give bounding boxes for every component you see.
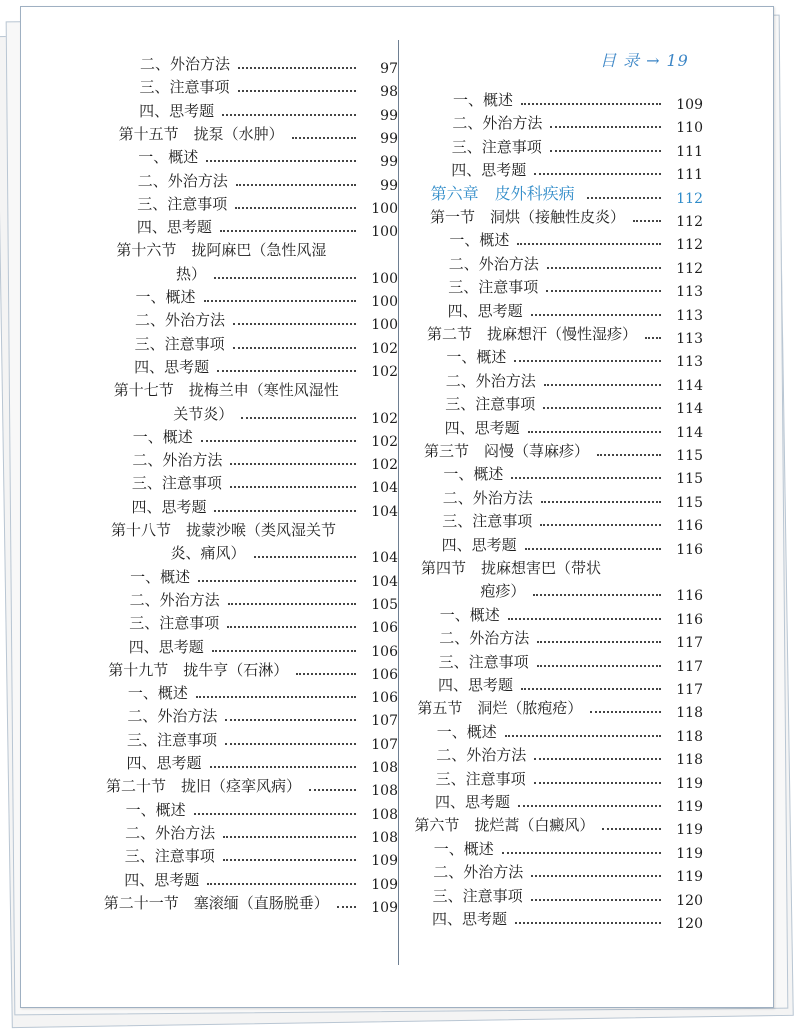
toc-leader-dots: [222, 99, 356, 116]
toc-page-number: 106: [371, 666, 398, 683]
toc-entry-title: 二、外治方法: [132, 451, 223, 470]
toc-entry: [127, 704, 400, 728]
toc-entry-title: 一、概述: [138, 148, 199, 167]
toc-leader-dots: [198, 565, 356, 582]
toc-leader-dots: [550, 135, 661, 152]
toc-leader-dots: [534, 743, 661, 760]
toc-page-number: 115: [676, 494, 703, 511]
arrow-icon: →: [646, 51, 661, 70]
toc-entry: [125, 844, 400, 868]
toc-leader-dots: [206, 145, 356, 162]
toc-entry-title: 三、注意事项: [445, 395, 536, 414]
toc-entry-title: 二、外治方法: [129, 590, 220, 609]
toc-leader-dots: [544, 369, 661, 386]
toc-leader-dots: [236, 169, 356, 186]
toc-entry-title: 二、外治方法: [433, 863, 524, 882]
toc-entry-title: 一、概述: [127, 684, 188, 703]
toc-leader-dots: [220, 215, 356, 232]
toc-entry: [129, 635, 400, 659]
toc-entry: [436, 743, 705, 767]
toc-entry: [108, 658, 400, 682]
toc-page-number: 108: [371, 806, 398, 823]
toc-entry: [131, 495, 400, 519]
toc-leader-dots: [645, 322, 661, 339]
toc-leader-dots: [550, 111, 661, 128]
toc-entry: [446, 369, 705, 393]
toc-page-number: 114: [676, 401, 703, 418]
toc-entry-title: 三、注意事项: [451, 137, 542, 156]
toc-entry: [446, 345, 705, 369]
toc-chapter-entry: [431, 182, 705, 206]
toc-page-number: 112: [676, 260, 703, 277]
toc-entry-title: 第二十一节 塞滚缅（直肠脱垂）: [103, 893, 329, 912]
toc-entry-title: 一、概述: [125, 800, 186, 819]
toc-entry: [434, 837, 705, 861]
toc-leader-dots: [547, 252, 661, 269]
toc-entry-title: 三、注意事项: [124, 847, 215, 866]
toc-leader-dots: [533, 579, 661, 596]
toc-leader-dots: [201, 425, 356, 442]
toc-entry-title: 二、外治方法: [135, 311, 226, 330]
toc-page-number: 107: [371, 713, 398, 730]
toc-entry-title: 一、概述: [433, 839, 494, 858]
header-title: 目 录: [600, 51, 641, 70]
toc-page-number: 110: [676, 120, 703, 137]
toc-leader-dots: [541, 486, 661, 503]
toc-entry-title: 第二节 拢麻想汗（慢性湿疹）: [427, 325, 638, 343]
toc-entry: [139, 99, 400, 123]
toc-leader-dots: [521, 88, 661, 105]
toc-entry: [125, 821, 400, 845]
toc-entry-title: 一、概述: [130, 567, 191, 586]
toc-leader-dots: [214, 262, 356, 279]
toc-page-number: 111: [676, 143, 703, 160]
toc-entry-title: 三、注意事项: [448, 278, 539, 297]
toc-entry: [443, 462, 705, 486]
toc-leader-dots: [233, 308, 356, 325]
toc-page-number: 99: [380, 177, 398, 194]
toc-entry-title: 四、思考题: [435, 793, 511, 811]
toc-leader-dots: [230, 471, 356, 488]
toc-leader-dots: [194, 798, 356, 815]
toc-page-number: 119: [676, 775, 703, 792]
toc-page-number: 100: [371, 200, 398, 217]
toc-page-number: 109: [371, 876, 398, 893]
toc-page-number: 120: [676, 892, 703, 909]
toc-entry-title: 四、思考题: [134, 357, 210, 376]
toc-page-number: 120: [676, 916, 703, 932]
toc-entry-title: 四、思考题: [451, 161, 527, 180]
toc-page-number: 112: [676, 237, 703, 254]
toc-entry: [432, 907, 705, 931]
toc-entry: [433, 884, 705, 908]
toc-entry-title: 第六章 皮外科疾病: [430, 183, 575, 203]
toc-entry-title: 四、思考题: [139, 101, 215, 120]
toc-entry-title: 第二十节 拢旧（痉挛风病）: [106, 777, 302, 796]
toc-leader-dots: [296, 658, 356, 675]
toc-entry: [116, 238, 400, 262]
toc-page-number: 118: [676, 705, 703, 722]
toc-entry-title: 第十六节 拢阿麻巴（急性风湿: [116, 241, 327, 260]
toc-leader-dots: [511, 462, 661, 479]
toc-entry-title: 二、外治方法: [439, 629, 530, 648]
toc-entry-title: 三、注意事项: [129, 614, 220, 633]
toc-page-number: 119: [676, 845, 703, 862]
toc-page-number: 104: [371, 550, 398, 567]
toc-entry: [442, 533, 705, 557]
toc-entry-title: 炎、痛风）: [170, 544, 246, 563]
toc-entry-title: 一、概述: [132, 427, 193, 446]
toc-leader-dots: [508, 603, 661, 620]
toc-page-number: 107: [371, 736, 398, 753]
toc-page-number: 113: [676, 284, 703, 301]
toc-entry-title: 二、外治方法: [436, 746, 527, 765]
toc-entry: [133, 425, 400, 449]
toc-entry: [443, 486, 705, 510]
toc-page-number: 97: [380, 61, 398, 77]
toc-leader-dots: [225, 728, 356, 745]
toc-entry-title: 二、外治方法: [127, 707, 218, 726]
toc-entry-title: 四、思考题: [432, 910, 508, 928]
toc-entry-title: 三、注意事项: [435, 769, 526, 788]
toc-entry: [129, 611, 400, 635]
toc-page-number: 104: [371, 503, 398, 520]
toc-entry-title: 四、思考题: [447, 301, 523, 320]
toc-entry: [173, 402, 400, 426]
toc-entry: [430, 205, 705, 229]
toc-entry: [414, 813, 705, 837]
toc-leader-dots: [502, 837, 661, 854]
toc-entry-title: 一、概述: [453, 91, 514, 109]
toc-entry: [124, 868, 400, 892]
toc-leader-dots: [528, 416, 661, 433]
toc-entry-title: 三、注意事项: [438, 652, 529, 671]
toc-entry: [137, 192, 400, 216]
toc-page-number: 118: [676, 728, 703, 745]
toc-leader-dots: [514, 345, 661, 362]
toc-entry-title: 一、概述: [135, 288, 196, 306]
toc-entry: [127, 751, 401, 775]
toc-entry-title: 四、思考题: [128, 637, 204, 656]
toc-leader-dots: [531, 860, 661, 877]
toc-entry: [438, 673, 705, 697]
toc-entry: [436, 767, 705, 791]
running-header: [600, 48, 689, 71]
toc-page-number: 113: [676, 354, 703, 371]
toc-leader-dots: [546, 275, 661, 292]
toc-leader-dots: [597, 439, 661, 456]
toc-entry-title: 三、注意事项: [126, 730, 217, 749]
toc-entry: [439, 650, 705, 674]
toc-entry-title: 二、外治方法: [140, 55, 231, 73]
toc-entry: [452, 111, 705, 135]
toc-leader-dots: [602, 813, 661, 830]
toc-entry: [119, 122, 400, 146]
toc-entry-title: 第十九节 拢牛亨（石淋）: [108, 660, 289, 679]
toc-page-number: 115: [676, 448, 703, 464]
toc-page-number: 116: [676, 541, 703, 558]
toc-entry-title: 二、外治方法: [452, 114, 543, 133]
toc-page-number: 100: [371, 294, 398, 310]
toc-entry-title: 一、概述: [449, 231, 510, 250]
toc-leader-dots: [204, 285, 357, 302]
toc-page-number: 119: [676, 799, 703, 815]
toc-page-number: 116: [676, 518, 703, 535]
toc-entry: [448, 275, 705, 299]
toc-page-number: 100: [371, 224, 398, 241]
toc-entry: [442, 509, 705, 533]
toc-entry: [126, 798, 400, 822]
toc-leader-dots: [254, 541, 356, 558]
toc-leader-dots: [518, 790, 661, 807]
toc-leader-dots: [537, 650, 661, 667]
toc-entry-title: 一、概述: [446, 348, 507, 367]
toc-leader-dots: [633, 205, 661, 222]
toc-leader-dots: [223, 821, 356, 838]
toc-page-number: 104: [371, 573, 398, 590]
toc-leader-dots: [537, 626, 661, 643]
toc-page-number: 98: [380, 84, 398, 101]
toc-leader-dots: [590, 696, 661, 713]
toc-entry-title: 一、概述: [436, 722, 497, 741]
toc-leader-dots: [196, 681, 356, 698]
toc-entry: [138, 145, 400, 169]
toc-entry: [130, 588, 400, 612]
toc-entry: [449, 228, 705, 252]
toc-entry-title: 三、注意事项: [137, 194, 228, 213]
toc-leader-dots: [214, 495, 356, 512]
toc-page-number: 119: [676, 822, 703, 839]
toc-page-number: 99: [380, 154, 398, 171]
toc-leader-dots: [505, 720, 661, 737]
toc-entry-title: 一、概述: [439, 605, 500, 624]
toc-entry-title: 二、外治方法: [125, 823, 216, 842]
toc-entry: [453, 88, 705, 112]
toc-entry: [111, 518, 400, 542]
toc-leader-dots: [587, 182, 661, 199]
toc-page-number: 111: [676, 167, 703, 184]
toc-page-number: 108: [371, 829, 398, 846]
toc-entry: [445, 392, 705, 416]
toc-entry: [130, 565, 400, 589]
toc-entry-title: 三、注意事项: [131, 474, 222, 493]
toc-leader-dots: [235, 192, 356, 209]
toc-entry: [480, 579, 705, 603]
toc-entry: [134, 355, 400, 379]
toc-leader-dots: [238, 75, 356, 92]
toc-entry-title: 关节炎）: [173, 404, 234, 423]
toc-leader-dots: [223, 844, 356, 861]
toc-page-number: 112: [676, 214, 703, 230]
toc-entry: [136, 285, 401, 309]
toc-leader-dots: [337, 891, 356, 908]
toc-entry-title: 疱疹）: [480, 582, 526, 601]
toc-page-number: 113: [676, 307, 703, 324]
toc-entry: [135, 308, 400, 332]
toc-leader-dots: [207, 868, 356, 885]
toc-page-number: 102: [371, 433, 398, 450]
toc-entry-title: 四、思考题: [124, 870, 200, 889]
toc-entry: [449, 252, 705, 276]
toc-page-number: 102: [371, 363, 398, 380]
toc-entry: [448, 299, 705, 323]
toc-entry: [128, 681, 400, 705]
toc-entry-title: 第四节 拢麻想害巴（带状: [421, 559, 602, 577]
toc-page-number: 118: [676, 752, 703, 769]
toc-page-number: 100: [371, 270, 398, 287]
toc-leader-dots: [227, 611, 356, 628]
toc-page-number: 117: [676, 658, 703, 675]
toc-page-number: 106: [371, 690, 398, 707]
header-page-number: 19: [666, 51, 689, 70]
toc-page-number: 106: [371, 620, 398, 637]
toc-leader-dots: [540, 509, 661, 526]
toc-leader-dots: [543, 392, 661, 409]
toc-leader-dots: [228, 588, 356, 605]
toc-page-number: 108: [371, 760, 398, 776]
toc-entry: [417, 696, 705, 720]
toc-entry-title: 第三节 闷慢（荨麻疹）: [424, 442, 590, 460]
toc-entry: [427, 322, 705, 346]
toc-entry-title: 第十八节 拢蒙沙喉（类风湿关节: [111, 521, 337, 539]
toc-page-number: 99: [380, 130, 398, 147]
toc-leader-dots: [517, 228, 661, 245]
toc-page-number: 104: [371, 480, 398, 497]
toc-leader-dots: [238, 52, 356, 69]
toc-entry-title: 四、思考题: [441, 535, 517, 554]
toc-page-number: 119: [676, 869, 703, 886]
toc-leader-dots: [212, 635, 356, 652]
toc-leader-dots: [525, 533, 661, 550]
toc-entry-title: 四、思考题: [438, 676, 514, 694]
toc-entry-title: 三、注意事项: [134, 334, 225, 353]
toc-entry-title: 热）: [175, 264, 206, 283]
toc-leader-dots: [515, 907, 661, 924]
toc-entry-title: 第一节 洞烘（接触性皮炎）: [430, 208, 626, 226]
toc-page-number: 99: [380, 107, 398, 124]
toc-page-number: 114: [676, 424, 703, 441]
toc-entry: [171, 541, 400, 565]
toc-entry-title: 第十五节 拢泵（水肿）: [118, 124, 284, 143]
toc-page-number: 100: [371, 317, 398, 334]
toc-entry: [451, 158, 705, 182]
toc-entry: [132, 448, 400, 472]
toc-entry-title: 四、思考题: [131, 497, 207, 516]
toc-leader-dots: [534, 158, 661, 175]
toc-leader-dots: [531, 884, 661, 901]
toc-page-number: 109: [676, 97, 703, 113]
toc-entry-title: 二、外治方法: [445, 371, 536, 390]
toc-page-number: 116: [676, 611, 703, 628]
toc-entry: [445, 416, 705, 440]
toc-entry-title: 第十七节 拢梅兰申（寒性风湿性: [113, 381, 339, 400]
toc-page-number: 108: [371, 783, 398, 800]
toc-entry-title: 一、概述: [443, 465, 504, 484]
toc-leader-dots: [521, 673, 661, 690]
toc-entry: [176, 262, 400, 286]
toc-entry: [424, 439, 705, 463]
toc-page-number: 115: [676, 471, 703, 488]
toc-leader-dots: [241, 402, 356, 419]
toc-entry: [135, 332, 400, 356]
toc-page-number: 106: [371, 643, 398, 660]
toc-page-number: 117: [676, 682, 703, 698]
toc-entry-title: 二、外治方法: [137, 171, 228, 190]
toc-page-number: 102: [371, 457, 398, 474]
toc-leader-dots: [292, 122, 356, 139]
toc-leader-dots: [531, 299, 661, 316]
toc-entry: [435, 790, 705, 814]
toc-page-number: 109: [371, 899, 398, 916]
toc-entry: [439, 626, 705, 650]
toc-entry: [104, 891, 400, 915]
toc-entry-title: 四、思考题: [444, 418, 520, 437]
toc-entry-title: 第五节 洞烂（脓疱疮）: [417, 699, 583, 718]
toc-entry-title: 三、注意事项: [432, 886, 523, 905]
toc-entry: [421, 556, 705, 580]
toc-leader-dots: [230, 448, 356, 465]
toc-page-number: 102: [371, 410, 398, 427]
toc-page-number: 112: [676, 190, 703, 207]
toc-entry: [437, 720, 705, 744]
toc-entry: [106, 774, 400, 798]
toc-leader-dots: [217, 355, 356, 372]
toc-entry-title: 四、思考题: [126, 754, 202, 772]
toc-page-number: 105: [371, 596, 398, 613]
toc-entry: [137, 215, 400, 239]
toc-leader-dots: [309, 774, 356, 791]
toc-leader-dots: [225, 704, 356, 721]
toc-entry: [114, 378, 400, 402]
toc-entry: [138, 169, 400, 193]
toc-entry: [433, 860, 705, 884]
toc-page-number: 102: [371, 340, 398, 357]
toc-entry: [140, 52, 400, 76]
toc-entry: [132, 471, 400, 495]
toc-leader-dots: [210, 751, 357, 768]
toc-entry-title: 四、思考题: [136, 218, 212, 237]
toc-page-number: 116: [676, 588, 703, 605]
toc-page-number: 113: [676, 331, 703, 347]
toc-entry-title: 三、注意事项: [442, 512, 533, 531]
toc-entry-title: 二、外治方法: [448, 254, 539, 273]
toc-page-number: 109: [371, 853, 398, 870]
toc-page-number: 117: [676, 635, 703, 652]
toc-entry: [127, 728, 400, 752]
toc-entry-title: 第六节 拢烂蒿（白癜风）: [414, 816, 595, 835]
toc-entry-title: 三、注意事项: [139, 78, 230, 97]
toc-page-number: 114: [676, 377, 703, 394]
toc-leader-dots: [534, 767, 661, 784]
toc-entry: [440, 603, 705, 627]
toc-entry: [452, 135, 705, 159]
toc-entry: [140, 75, 400, 99]
toc-leader-dots: [233, 332, 356, 349]
toc-entry-title: 二、外治方法: [442, 488, 533, 507]
